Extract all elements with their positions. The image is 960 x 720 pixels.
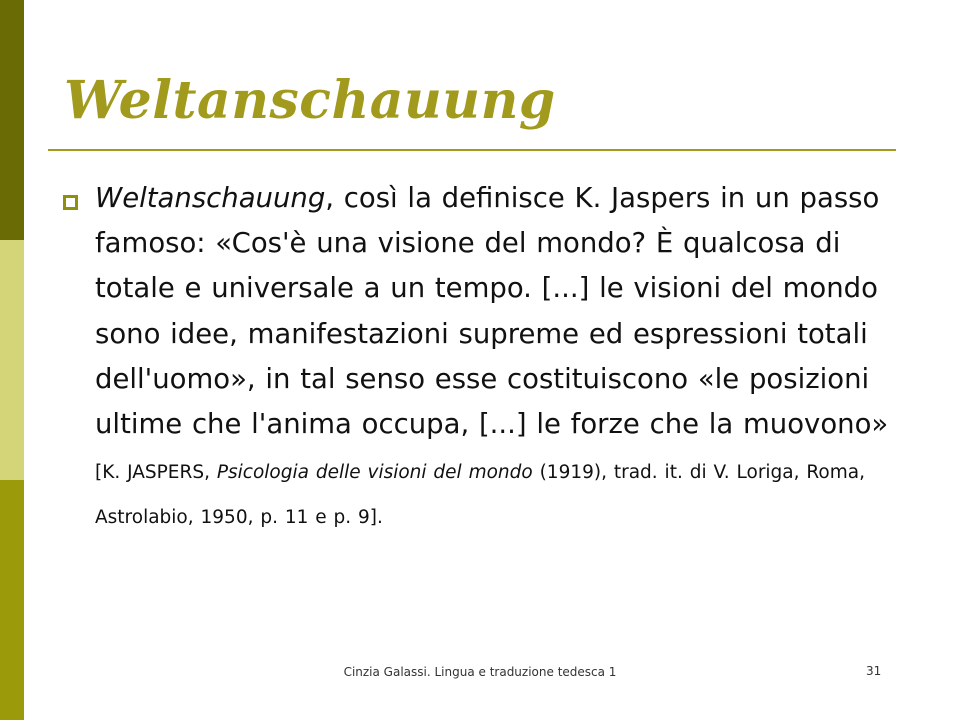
citation-details: (1919), trad. it. di V. Loriga, Roma, Astrolabio, 1950, p. 11 e p. 9]. bbox=[95, 462, 865, 529]
sidebar-stripe-top bbox=[0, 0, 24, 240]
term-weltanschauung: Weltanschauung bbox=[95, 182, 326, 214]
sidebar-stripe-bottom bbox=[0, 480, 24, 720]
bullet-text bbox=[95, 176, 915, 538]
slide-number: 31 bbox=[866, 664, 882, 678]
sidebar-stripe-middle bbox=[0, 240, 24, 480]
square-bullet-icon bbox=[63, 195, 78, 210]
quote-text: , così la definisce K. Jaspers in un passo famoso: «Cos'è una visione del mondo? È qualcosa di totale e universale a un tempo. [...] le visioni del mondo sono idee, manifestazioni supreme ed espressioni totali dell'uomo», in tal senso esse costituiscono «le posizioni ultime che l'anima occupa, [...] le forze che la muovono» bbox=[95, 182, 889, 441]
slide-title: Weltanschauung bbox=[64, 70, 556, 131]
citation-work-title: Psicologia delle visioni del mondo bbox=[216, 462, 533, 484]
citation-open: [K. JASPERS, bbox=[95, 462, 217, 484]
citation bbox=[95, 462, 865, 528]
footer-author-course: Cinzia Galassi. Lingua e traduzione tedesca 1 bbox=[343, 665, 617, 679]
title-divider bbox=[48, 149, 896, 151]
